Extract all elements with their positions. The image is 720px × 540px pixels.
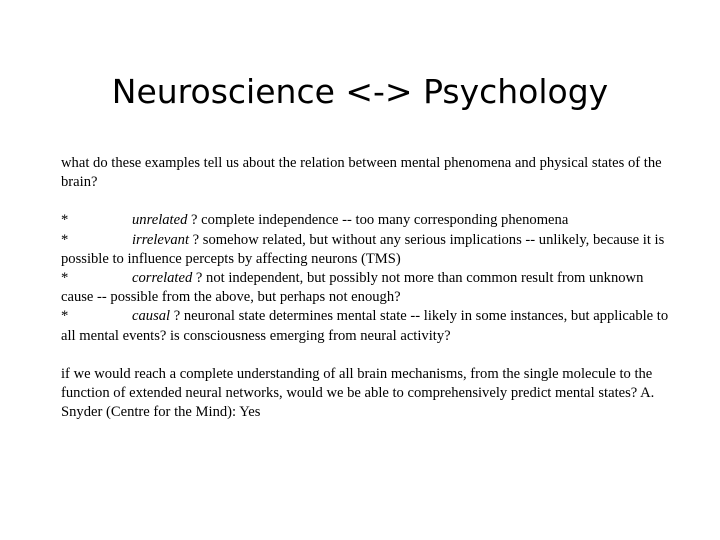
bullet-term: unrelated <box>132 212 188 229</box>
bullet-marker: * <box>61 270 69 287</box>
bullet-text: ? neuronal state determines mental state -- likely in some instances, but applicable to all mental events? is consciousness emerging from neural activity? <box>61 308 669 344</box>
bullet-marker: * <box>61 212 69 229</box>
closing-paragraph: if we would reach a complete understanding of all brain mechanisms, from the single molecule to the function of extended neural networks, would we be able to comprehensively predict mental states? A. Snyder (Centre for the Mind): Yes <box>61 365 655 421</box>
bullet-marker: * <box>61 231 69 248</box>
bullet-item-correlated <box>61 269 671 307</box>
slide-body <box>61 154 671 422</box>
bullet-item-unrelated <box>61 211 671 230</box>
bullet-term: causal <box>132 308 171 325</box>
bullet-term: irrelevant <box>132 231 190 248</box>
paragraph-gap <box>61 346 671 365</box>
bullet-item-causal <box>61 307 671 345</box>
bullet-term: correlated <box>132 270 193 287</box>
bullet-text: ? not independent, but possibly not more than common result from unknown cause -- possible from the above, but perhaps not enough? <box>61 270 644 306</box>
paragraph-gap <box>61 192 671 211</box>
slide-title: Neuroscience <-> Psychology <box>111 72 609 111</box>
bullet-marker: * <box>61 308 69 325</box>
bullet-text: ? complete independence -- too many corresponding phenomena <box>187 212 569 229</box>
bullet-text: ? somehow related, but without any serious implications -- unlikely, because it is possible to influence percepts by affecting neurons (TMS) <box>61 231 665 267</box>
bullet-item-irrelevant <box>61 231 671 269</box>
intro-paragraph: what do these examples tell us about the relation between mental phenomena and physical states of the brain? <box>61 155 662 191</box>
